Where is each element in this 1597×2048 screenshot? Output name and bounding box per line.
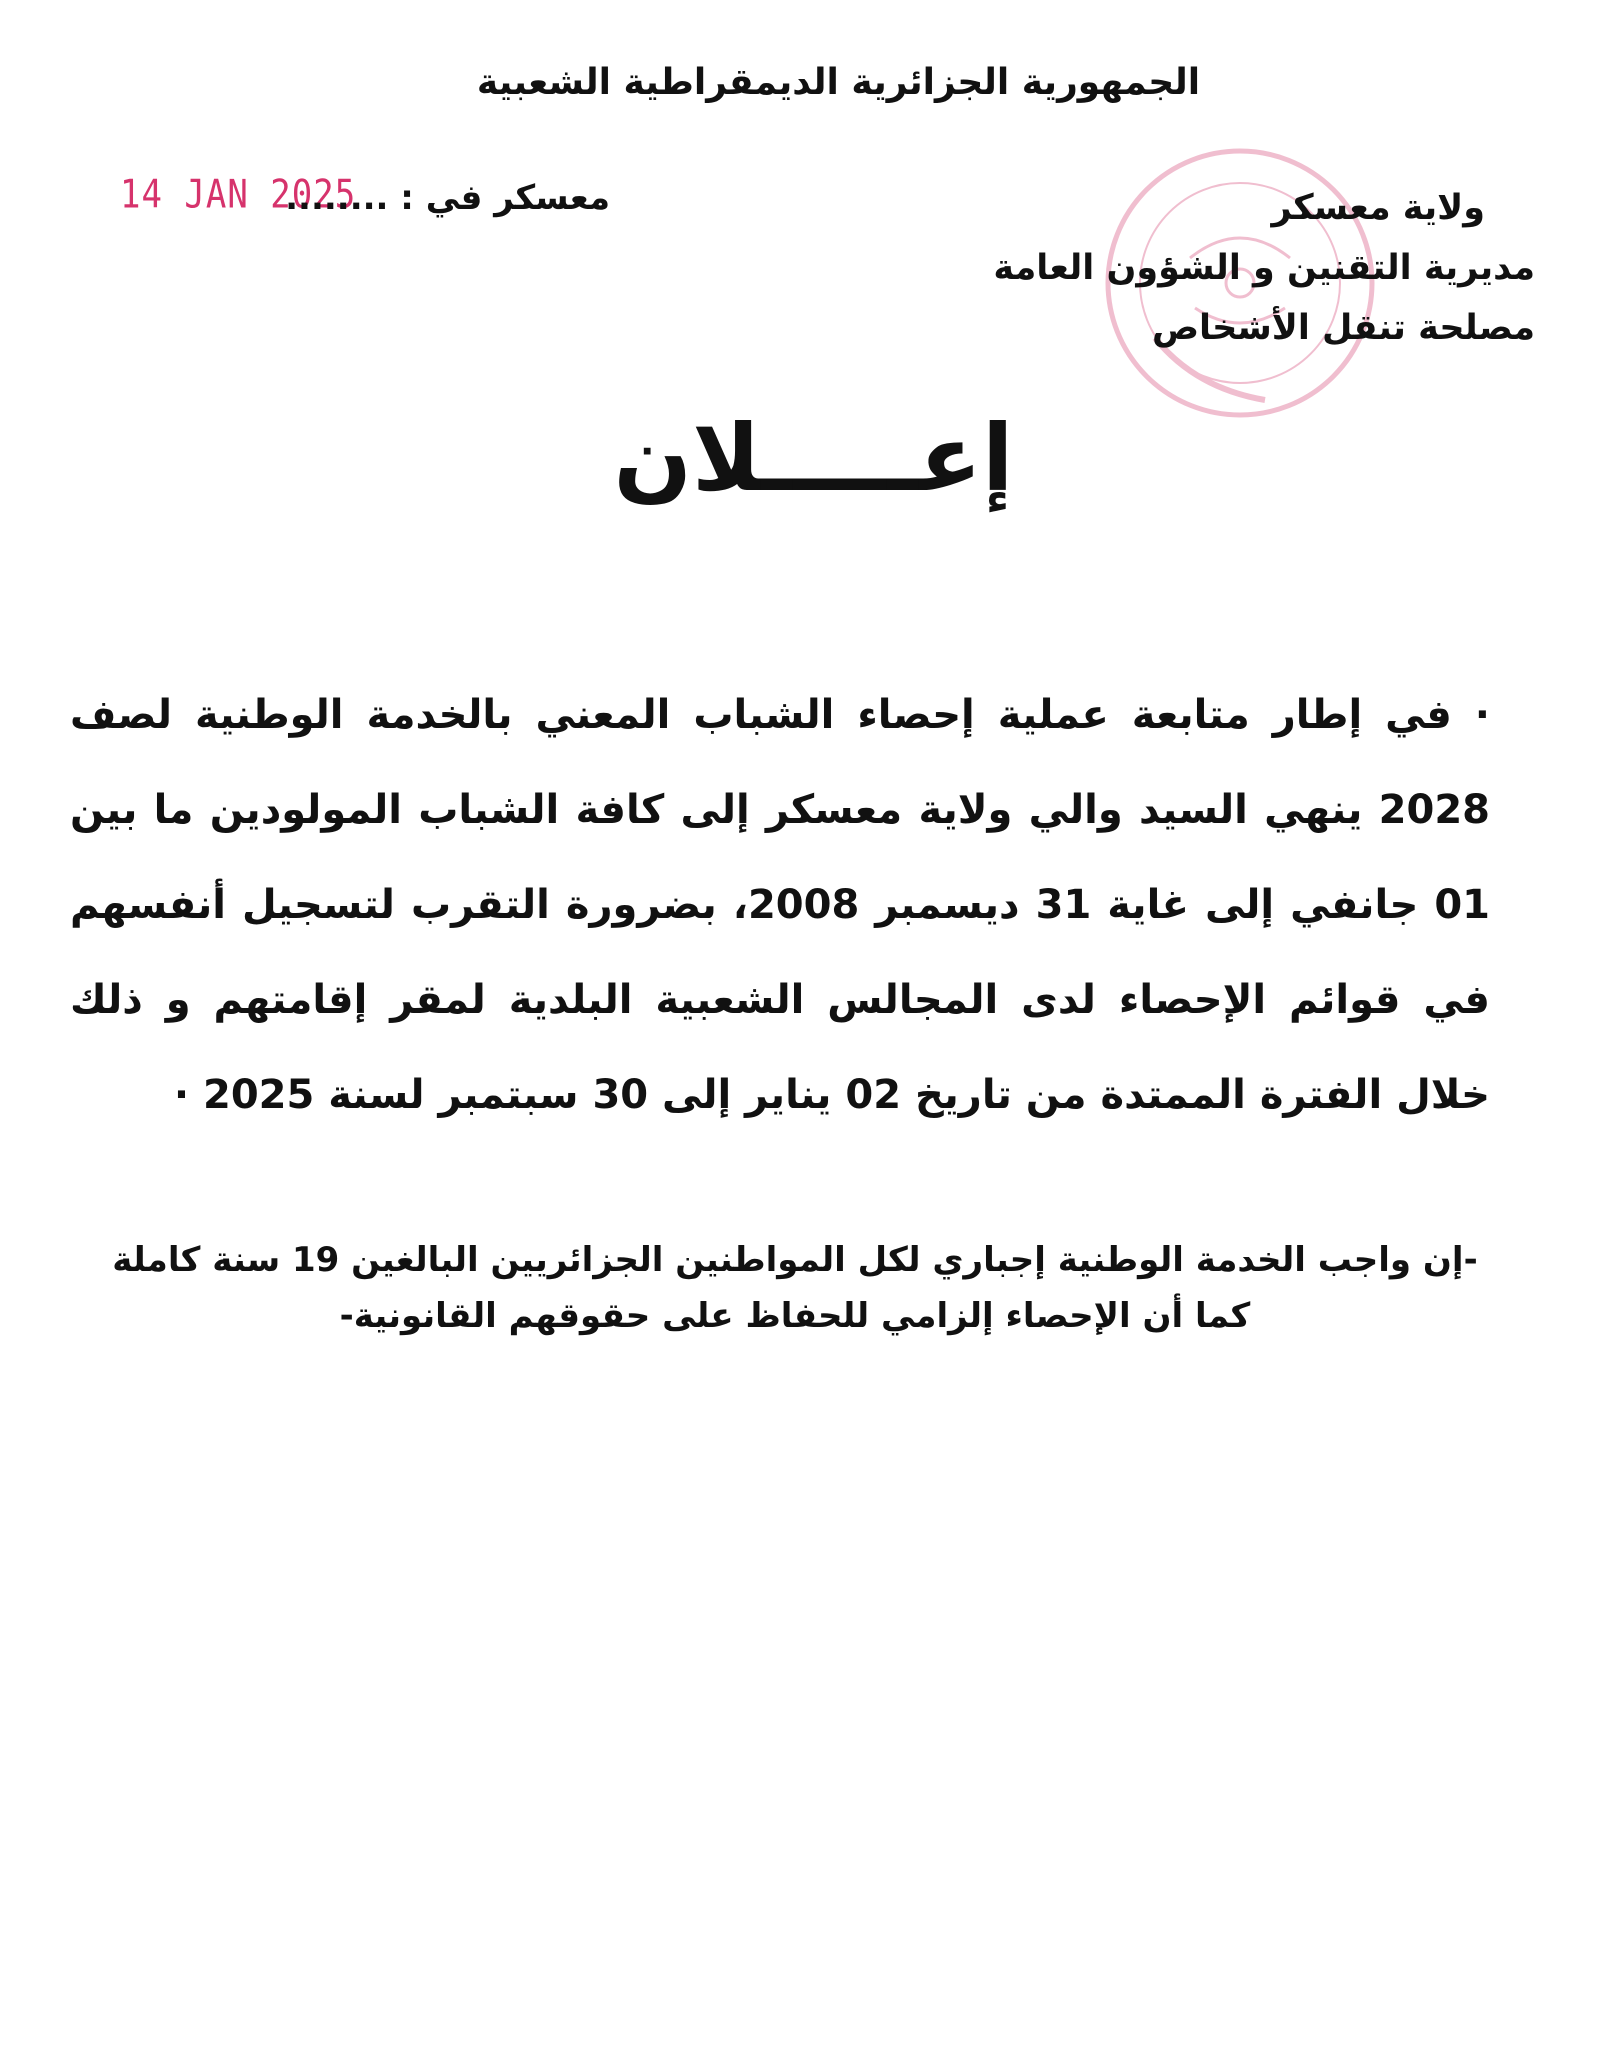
issuing-authority-block: [935, 178, 1535, 358]
date-stamp: 14 JAN 2025: [120, 172, 357, 218]
place-label: معسكر في : ........: [285, 178, 610, 218]
wilaya-name: ولاية معسكر: [1271, 188, 1485, 228]
footer-line-1: -إن واجب الخدمة الوطنية إجباري لكل المواطنين الجزائريين البالغين 19 سنة كاملة: [112, 1240, 1478, 1280]
republic-heading: الجمهورية الجزائرية الديمقراطية الشعبية: [476, 62, 1201, 103]
place-date-line: [110, 168, 610, 228]
announcement-body: · في إطار متابعة عملية إحصاء الشباب المعني بالخدمة الوطنية لصف 2028 ينهي السيد والي ولاية معسكر إلى كافة الشباب المولودين ما بين 01 جانفي إلى غاية 31 ديسمبر 2008، بضرورة التقرب لتسجيل أنفسهم في قوائم الإحصاء لدى المجالس الشعبية البلدية لمقر إقامتهم و ذلك خلال الفترة الممتدة من تاريخ 02 يناير إلى 30 سبتمبر لسنة 2025 ·: [70, 692, 1490, 1118]
announcement-footer: [95, 1232, 1495, 1344]
service-name: مصلحة تنقل الأشخاص: [1151, 308, 1535, 348]
directorate-name: مديرية التقنين و الشؤون العامة: [993, 248, 1535, 288]
announcement-title: إعـــــلان: [613, 405, 1014, 512]
footer-line-2: كما أن الإحصاء إلزامي للحفاظ على حقوقهم القانونية-: [339, 1296, 1251, 1336]
